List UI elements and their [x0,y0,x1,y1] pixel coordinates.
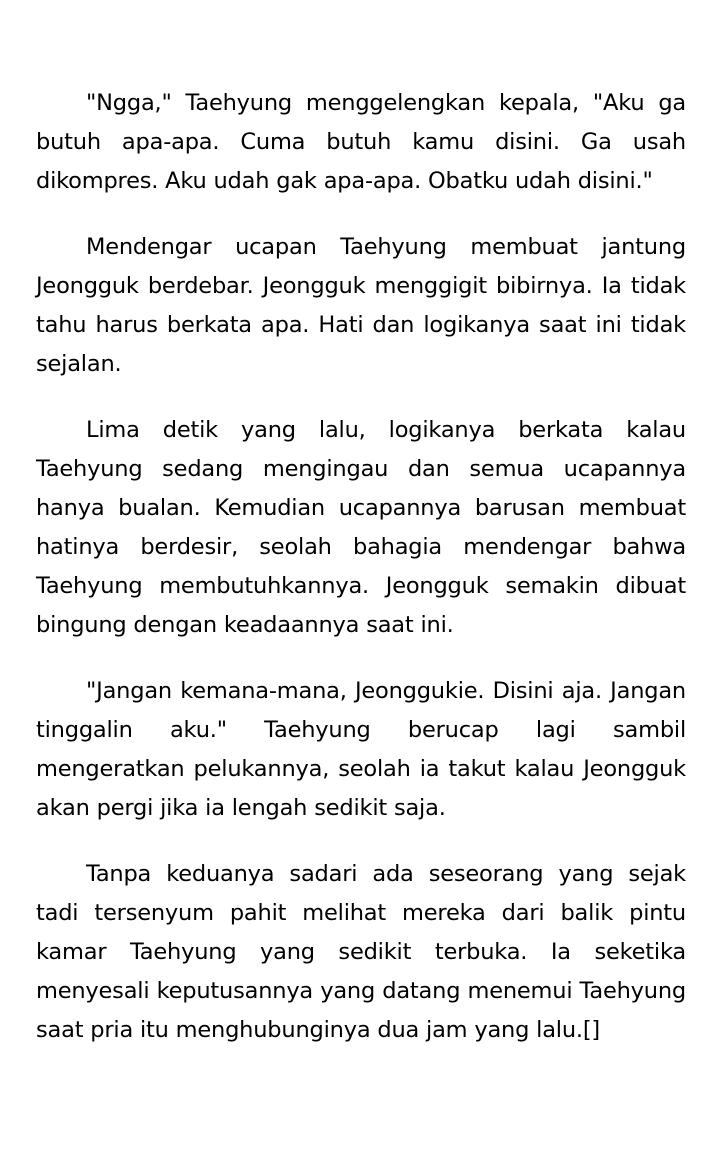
paragraph-4: "Jangan kemana-mana, Jeonggukie. Disini aja. Jangan tinggalin aku." Taehyung berucap lagi sambil mengeratkan pelukannya, seolah ia takut kalau Jeongguk akan pergi jika ia lengah sedikit saja. [36,678,686,821]
paragraph-2: Mendengar ucapan Taehyung membuat jantung Jeongguk berdebar. Jeongguk menggigit bibirnya. Ia tidak tahu harus berkata apa. Hati dan logikanya saat ini tidak sejalan. [36,234,686,377]
story-page [36,84,686,1077]
paragraph-5: Tanpa keduanya sadari ada seseorang yang sejak tadi tersenyum pahit melihat mereka dari balik pintu kamar Taehyung yang sedikit terbuka. Ia seketika menyesali keputusannya yang datang menemui Taehyung saat pria itu menghubunginya dua jam yang lalu.[] [36,861,686,1043]
paragraph-1: "Ngga," Taehyung menggelengkan kepala, "Aku ga butuh apa-apa. Cuma butuh kamu disini. Ga usah dikompres. Aku udah gak apa-apa. Obatku udah disini." [36,90,686,194]
paragraph-3: Lima detik yang lalu, logikanya berkata kalau Taehyung sedang mengingau dan semua ucapannya hanya bualan. Kemudian ucapannya barusan membuat hatinya berdesir, seolah bahagia mendengar bahwa Taehyung membutuhkannya. Jeongguk semakin dibuat bingung dengan keadaannya saat ini. [36,417,686,638]
